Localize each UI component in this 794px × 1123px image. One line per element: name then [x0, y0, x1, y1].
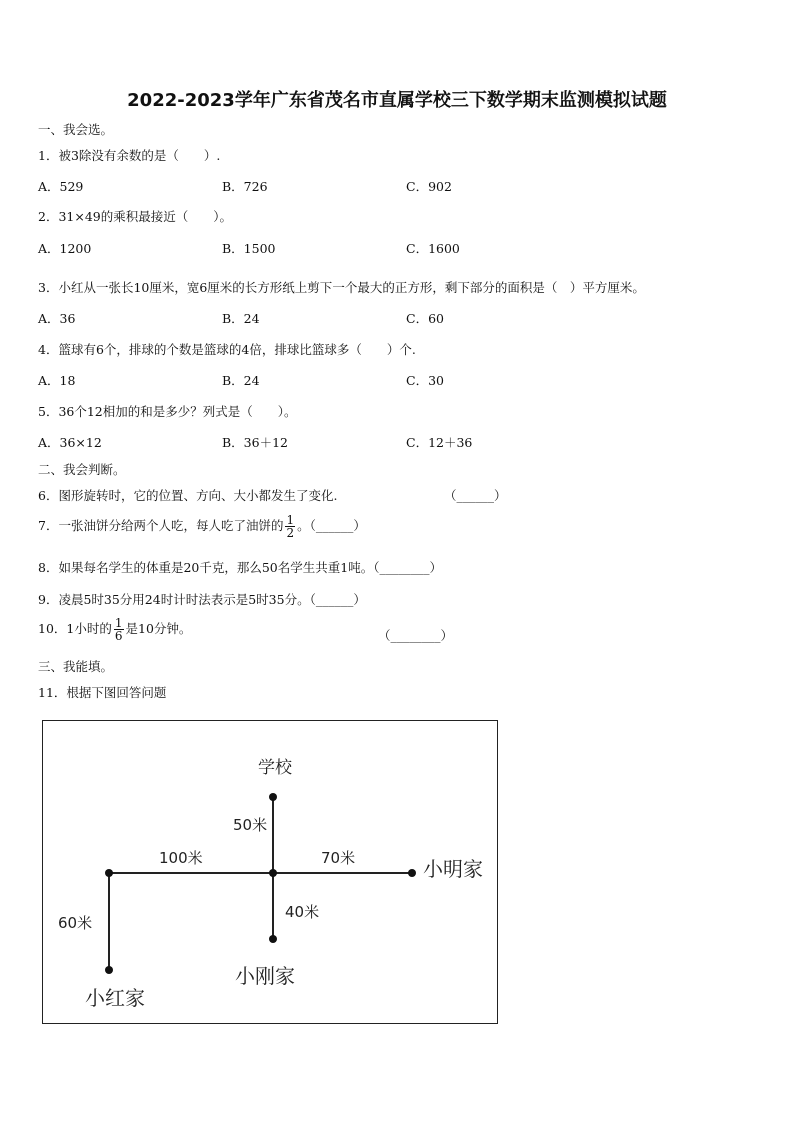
- question-8: 8．如果每名学生的体重是20千克，那么50名学生共重1吨。（________）: [38, 560, 442, 575]
- question-9: 9．凌晨5时35分用24时计时法表示是5时35分。（______）: [38, 592, 366, 607]
- q10-text-after: 是10分钟。: [125, 621, 192, 636]
- section-heading-3: 三、我能填。: [38, 659, 114, 674]
- question-3: 3．小红从一张长10厘米，宽6厘米的长方形纸上剪下一个最大的正方形，剩下部分的面积是（ ）平方厘米。: [38, 280, 645, 295]
- q2-option-a: A．1200: [38, 241, 92, 256]
- question-5: 5．36个12相加的和是多少？列式是（ ）。: [38, 404, 297, 419]
- xiaogang-label: 小刚家: [235, 964, 295, 988]
- q5-option-b: B．36＋12: [222, 435, 288, 450]
- q10-text-before: 10．1小时的: [38, 621, 112, 636]
- q1-option-a: A．529: [38, 179, 84, 194]
- xiaogang-point: [269, 935, 277, 943]
- distance-school-label: 50米: [233, 816, 268, 834]
- q1-option-c: C．902: [406, 179, 452, 194]
- q5-option-a: A．36×12: [38, 435, 102, 450]
- xiaoming-point: [408, 869, 416, 877]
- corner-point: [105, 869, 113, 877]
- q3-option-c: C．60: [406, 311, 444, 326]
- q4-option-b: B．24: [222, 373, 260, 388]
- fraction-denominator: 6: [114, 629, 123, 643]
- distance-down-left-label: 60米: [58, 914, 93, 932]
- question-10: [38, 617, 191, 642]
- q6-answer-blank[interactable]: （______）: [444, 488, 507, 503]
- page-title: 2022-2023学年广东省茂名市直属学校三下数学期末监测模拟试题: [127, 90, 667, 111]
- q10-answer-blank[interactable]: （________）: [378, 628, 454, 643]
- q2-option-b: B．1500: [222, 241, 276, 256]
- route-map: [42, 720, 498, 1024]
- xiaoming-label: 小明家: [423, 857, 483, 881]
- q7-text-after: 。（______）: [297, 518, 366, 533]
- question-6: 6．图形旋转时，它的位置、方向、大小都发生了变化.: [38, 488, 338, 503]
- question-4: 4．篮球有6个，排球的个数是篮球的4倍，排球比篮球多（ ）个.: [38, 342, 416, 357]
- fraction: [114, 617, 124, 642]
- distance-left-label: 100米: [159, 849, 203, 867]
- distance-right-label: 70米: [321, 849, 356, 867]
- question-7: [38, 514, 366, 539]
- q1-option-b: B．726: [222, 179, 268, 194]
- section-heading-1: 一、我会选。: [38, 122, 114, 137]
- question-2: 2．31×49的乘积最接近（ ）。: [38, 209, 232, 224]
- q5-option-c: C．12＋36: [406, 435, 473, 450]
- q3-option-a: A．36: [38, 311, 76, 326]
- q4-option-c: C．30: [406, 373, 444, 388]
- school-point: [269, 793, 277, 801]
- route-map-svg: [43, 721, 497, 1023]
- fraction: [285, 514, 295, 539]
- distance-down-label: 40米: [285, 903, 320, 921]
- xiaohong-label: 小红家: [85, 986, 145, 1010]
- fraction-numerator: 1: [114, 616, 123, 630]
- fraction-numerator: 1: [286, 513, 295, 527]
- xiaohong-point: [105, 966, 113, 974]
- q7-text-before: 7．一张油饼分给两个人吃，每人吃了油饼的: [38, 518, 284, 533]
- fraction-denominator: 2: [286, 526, 295, 540]
- question-1: 1．被3除没有余数的是（ ）.: [38, 148, 221, 163]
- q4-option-a: A．18: [38, 373, 76, 388]
- question-11: 11．根据下图回答问题: [38, 685, 167, 700]
- crossroad-point: [269, 869, 277, 877]
- section-heading-2: 二、我会判断。: [38, 462, 126, 477]
- q3-option-b: B．24: [222, 311, 260, 326]
- school-label: 学校: [258, 758, 292, 778]
- q2-option-c: C．1600: [406, 241, 460, 256]
